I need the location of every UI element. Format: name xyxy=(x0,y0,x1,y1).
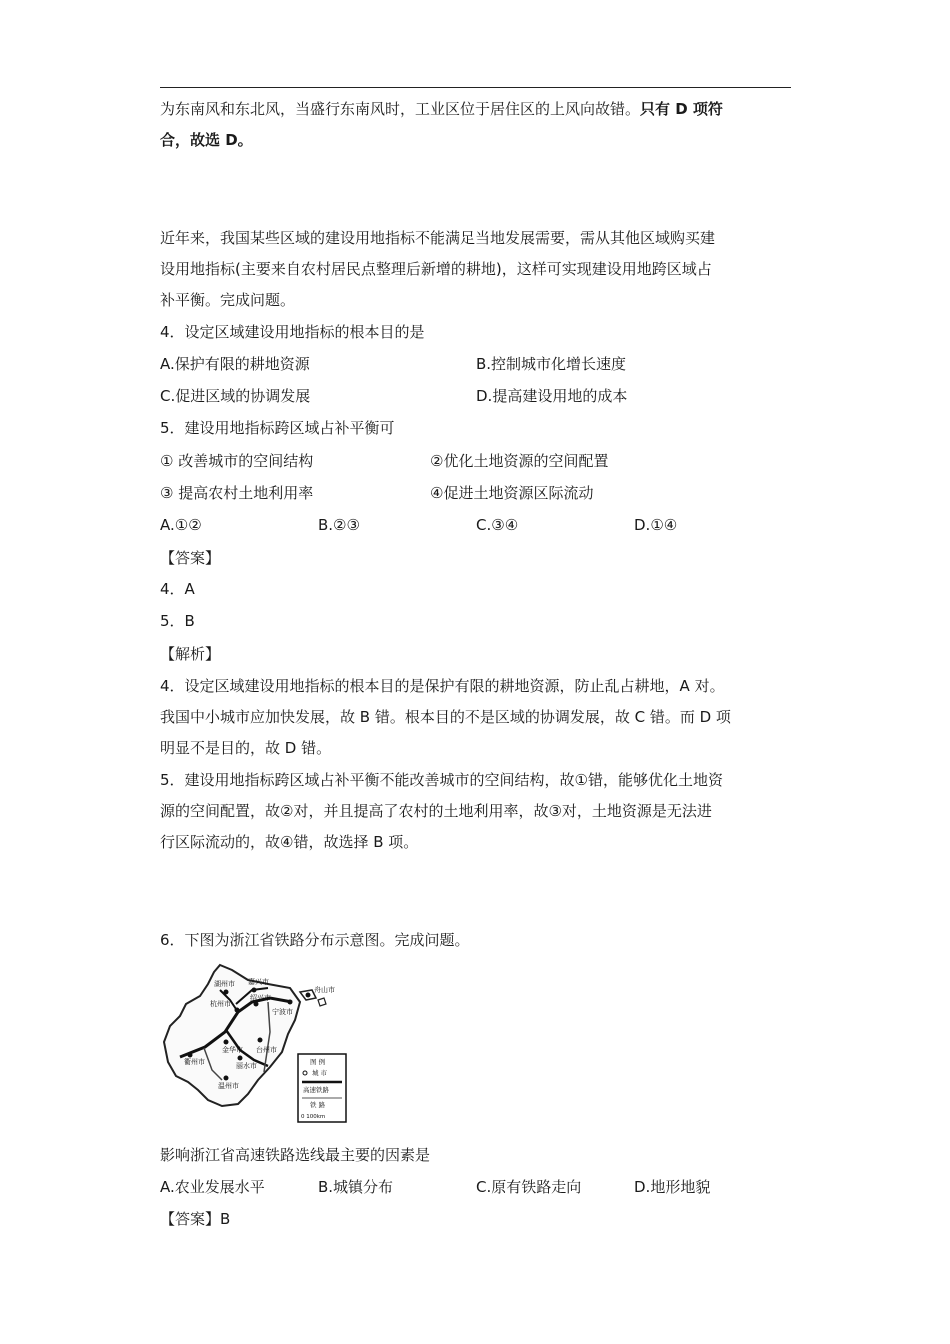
answer-heading: 【答案】 xyxy=(160,549,221,567)
q5-option-d: D.①④ xyxy=(634,516,678,534)
city-marker xyxy=(258,1038,263,1043)
analysis-4-line-1: 4．设定区域建设用地指标的根本目的是保护有限的耕地资源，防止乱占耕地，A 对。 xyxy=(160,677,725,695)
city-marker xyxy=(288,1000,293,1005)
q4-option-a: A.保护有限的耕地资源 xyxy=(160,355,310,373)
analysis-5-line-1: 5．建设用地指标跨区域占补平衡不能改善城市的空间结构，故①错，能够优化土地资 xyxy=(160,771,723,789)
city-marker xyxy=(224,1076,229,1081)
q4-option-d: D.提高建设用地的成本 xyxy=(476,387,628,405)
q5-statement-4: ④促进土地资源区际流动 xyxy=(430,484,594,502)
q5-statement-1: ① 改善城市的空间结构 xyxy=(160,452,314,470)
city-label-taizhou: 台州市 xyxy=(256,1046,277,1054)
q4-option-c: C.促进区域的协调发展 xyxy=(160,387,311,405)
prev-answer-line-2: 合，故选 D。 xyxy=(160,131,253,149)
q5-statement-3: ③ 提高农村土地利用率 xyxy=(160,484,314,502)
passage-line-1: 近年来，我国某些区域的建设用地指标不能满足当地发展需要，需从其他区域购买建 xyxy=(160,229,716,247)
q5-statement-2: ②优化土地资源的空间配置 xyxy=(430,452,609,470)
city-label-shaoxing: 绍兴市 xyxy=(250,994,271,1002)
city-label-huzhou: 湖州市 xyxy=(214,980,235,988)
legend-high-speed-rail: 高速铁路 xyxy=(303,1086,329,1094)
top-rule xyxy=(160,87,791,88)
q6-option-b: B.城镇分布 xyxy=(318,1178,394,1196)
analysis-4-line-2: 我国中小城市应加快发展，故 B 错。根本目的不是区域的协调发展，故 C 错。而 D 项 xyxy=(160,708,731,726)
q5-stem: 5．建设用地指标跨区域占补平衡可 xyxy=(160,419,395,437)
passage-line-2: 设用地指标(主要来自农村居民点整理后新增的耕地)，这样可实现建设用地跨区域占 xyxy=(160,260,712,278)
city-label-zhoushan: 舟山市 xyxy=(314,986,335,994)
q6-option-a: A.农业发展水平 xyxy=(160,1178,265,1196)
city-marker xyxy=(235,1008,240,1013)
analysis-5-line-3: 行区际流动的，故④错，故选择 B 项。 xyxy=(160,833,419,851)
city-label-wenzhou: 温州市 xyxy=(218,1082,239,1090)
legend-city: 城 市 xyxy=(312,1069,328,1077)
city-marker xyxy=(254,1002,259,1007)
city-label-lishui: 丽水市 xyxy=(236,1062,257,1070)
legend-title: 图 例 xyxy=(310,1058,326,1066)
q6-question: 影响浙江省高速铁路选线最主要的因素是 xyxy=(160,1146,431,1164)
city-label-quzhou: 衢州市 xyxy=(184,1058,205,1066)
q4-stem: 4．设定区域建设用地指标的根本目的是 xyxy=(160,323,425,341)
analysis-4-line-3: 明显不是目的，故 D 错。 xyxy=(160,739,332,757)
q6-stem: 6．下图为浙江省铁路分布示意图。完成问题。 xyxy=(160,931,470,949)
city-marker xyxy=(224,990,229,995)
city-label-jiaxing: 嘉兴市 xyxy=(248,978,269,986)
q6-answer: 【答案】B xyxy=(160,1210,231,1228)
city-label-ningbo: 宁波市 xyxy=(272,1008,293,1016)
q6-option-d: D.地形地貌 xyxy=(634,1178,711,1196)
analysis-5-line-2: 源的空间配置，故②对，并且提高了农村的土地利用率，故③对，土地资源是无法进 xyxy=(160,802,712,820)
answer-5: 5．B xyxy=(160,612,195,630)
city-marker xyxy=(224,1040,229,1045)
analysis-heading: 【解析】 xyxy=(160,645,221,663)
city-marker xyxy=(306,993,311,998)
city-marker xyxy=(188,1053,193,1058)
zhejiang-railway-map xyxy=(160,962,350,1127)
passage-line-3: 补平衡。完成问题。 xyxy=(160,291,296,309)
map-legend xyxy=(298,1054,346,1122)
legend-railway: 铁 路 xyxy=(310,1101,326,1109)
q5-option-a: A.①② xyxy=(160,516,202,534)
city-marker xyxy=(238,1056,243,1061)
prev-bold-text: 只有 D 项符 xyxy=(640,100,723,118)
legend-scale: 0 100km xyxy=(301,1114,326,1120)
answer-4: 4．A xyxy=(160,580,195,598)
prev-text: 为东南风和东北风，当盛行东南风时，工业区位于居住区的上风向故错。 xyxy=(160,100,641,118)
q5-option-b: B.②③ xyxy=(318,516,360,534)
city-label-hangzhou: 杭州市 xyxy=(210,1000,231,1008)
city-marker xyxy=(252,988,257,993)
q4-option-b: B.控制城市化增长速度 xyxy=(476,355,627,373)
city-label-jinhua: 金华市 xyxy=(222,1046,243,1054)
prev-answer-line-1 xyxy=(160,98,723,120)
q6-option-c: C.原有铁路走向 xyxy=(476,1178,582,1196)
q5-option-c: C.③④ xyxy=(476,516,519,534)
